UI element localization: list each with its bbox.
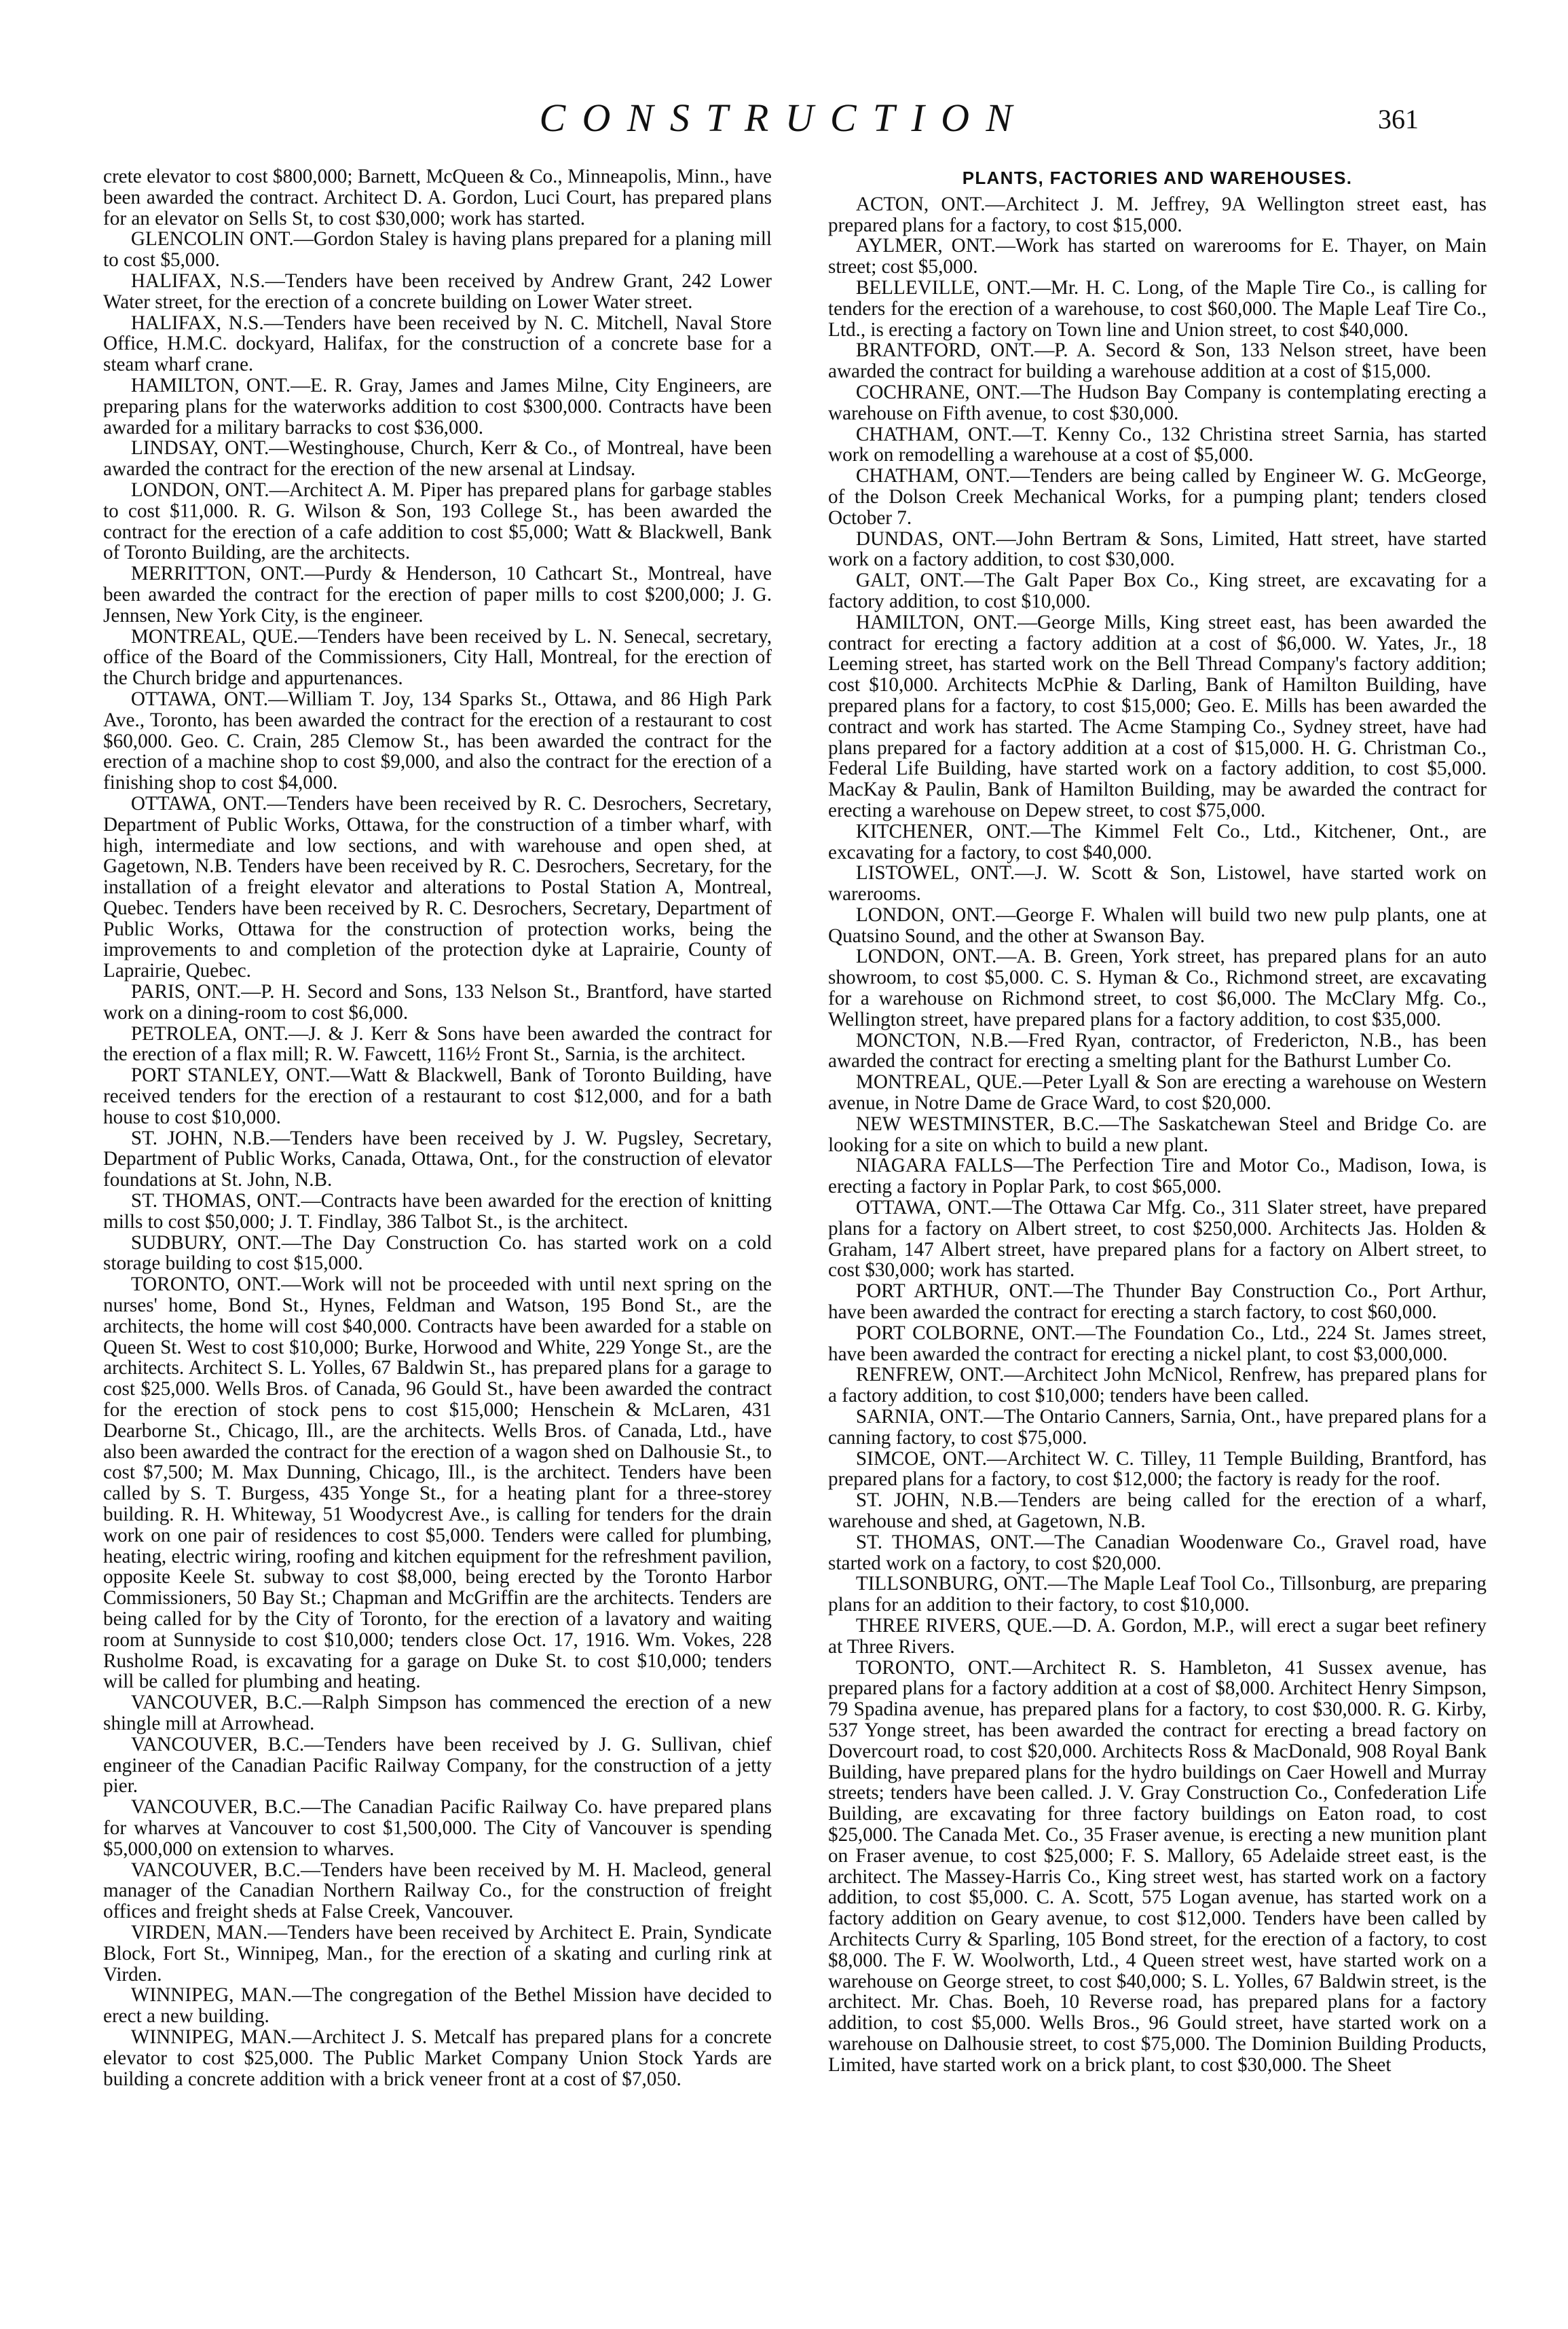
- news-entry: PORT STANLEY, ONT.—Watt & Blackwell, Bank of Toronto Building, have received tenders for the erection of a restaurant to cost $12,000, and for a bath house to cost $10,000.: [103, 1064, 772, 1128]
- news-entry: PORT COLBORNE, ONT.—The Foundation Co., Ltd., 224 St. James street, have been awarded the contract for erecting a nickel plant, to cost $3,000,000.: [828, 1322, 1487, 1365]
- news-entry: BRANTFORD, ONT.—P. A. Secord & Son, 133 Nelson street, have been awarded the contract for building a warehouse addition at a cost of $15,000.: [828, 339, 1487, 383]
- news-entry: RENFREW, ONT.—Architect John McNicol, Renfrew, has prepared plans for a factory addition, to cost $10,000; tenders have been called.: [828, 1364, 1487, 1407]
- news-entry: VIRDEN, MAN.—Tenders have been received by Architect E. Prain, Syndicate Block, Fort St., Winnipeg, Man., for the erection of a skating and curling rink at Virden.: [103, 1921, 772, 1986]
- news-entry: NEW WESTMINSTER, B.C.—The Saskatchewan Steel and Bridge Co. are looking for a site on which to build a new plant.: [828, 1113, 1487, 1156]
- news-entry: CHATHAM, ONT.—Tenders are being called by Engineer W. G. McGeorge, of the Dolson Creek Mechanical Works, for a pumping plant; tenders closed October 7.: [828, 465, 1487, 529]
- right-column: [828, 166, 1487, 2305]
- news-entry: WINNIPEG, MAN.—Architect J. S. Metcalf has prepared plans for a concrete elevator to cost $25,000. The Public Market Company Union Stock Yards are building a concrete addition with a brick veneer front at a cost of $7,050.: [103, 2026, 772, 2090]
- news-entry: OTTAWA, ONT.—The Ottawa Car Mfg. Co., 311 Slater street, have prepared plans for a factory on Albert street, to cost $250,000. Architects Jas. Holden & Graham, 147 Albert street, have prepared plans for a factory on Albert street, to cost $30,000; work has started.: [828, 1197, 1487, 1282]
- news-entry: LONDON, ONT.—George F. Whalen will build two new pulp plants, one at Quatsino Sound, and the other at Swanson Bay.: [828, 903, 1487, 947]
- news-entry: LONDON, ONT.—Architect A. M. Piper has prepared plans for garbage stables to cost $11,000. R. G. Wilson & Son, 193 College St., has been awarded the contract for the erection of a cafe addition to cost $5,000; Watt & Blackwell, Bank of Toronto Building, are the architects.: [103, 479, 772, 564]
- news-entry: ACTON, ONT.—Architect J. M. Jeffrey, 9A Wellington street east, has prepared plans for a factory, to cost $15,000.: [828, 193, 1487, 236]
- news-entry: BELLEVILLE, ONT.—Mr. H. C. Long, of the Maple Tire Co., is calling for tenders for the erection of a warehouse, to cost $60,000. The Maple Leaf Tire Co., Ltd., is erecting a factory on Town line and Union street, to cost $40,000.: [828, 276, 1487, 341]
- news-entry: THREE RIVERS, QUE.—D. A. Gordon, M.P., will erect a sugar beet refinery at Three Rivers.: [828, 1614, 1487, 1658]
- news-entry: NIAGARA FALLS—The Perfection Tire and Motor Co., Madison, Iowa, is erecting a factory in Poplar Park, to cost $65,000.: [828, 1155, 1487, 1198]
- news-entry: SUDBURY, ONT.—The Day Construction Co. has started work on a cold storage building to cost $15,000.: [103, 1231, 772, 1275]
- news-entry: AYLMER, ONT.—Work has started on warerooms for E. Thayer, on Main street; cost $5,000.: [828, 235, 1487, 278]
- news-entry: PARIS, ONT.—P. H. Secord and Sons, 133 Nelson St., Brantford, have started work on a dining-room to cost $6,000.: [103, 981, 772, 1024]
- news-entry: DUNDAS, ONT.—John Bertram & Sons, Limited, Hatt street, have started work on a factory addition, to cost $30,000.: [828, 527, 1487, 571]
- news-entry: KITCHENER, ONT.—The Kimmel Felt Co., Ltd., Kitchener, Ont., are excavating for a factory, to cost $40,000.: [828, 820, 1487, 863]
- news-entry: TILLSONBURG, ONT.—The Maple Leaf Tool Co., Tillsonburg, are preparing plans for an addition to their factory, to cost $10,000.: [828, 1573, 1487, 1616]
- news-entry: HALIFAX, N.S.—Tenders have been received by N. C. Mitchell, Naval Store Office, H.M.C. dockyard, Halifax, for the construction of a concrete base for a steam wharf crane.: [103, 312, 772, 376]
- news-entry: MONCTON, N.B.—Fred Ryan, contractor, of Fredericton, N.B., has been awarded the contract for erecting a smelting plant for the Bathurst Lumber Co.: [828, 1029, 1487, 1073]
- news-entry: HAMILTON, ONT.—E. R. Gray, James and James Milne, City Engineers, are preparing plans for the waterworks addition to cost $300,000. Contracts have been awarded for a military barracks to cost $36,000.: [103, 374, 772, 439]
- news-entry: LISTOWEL, ONT.—J. W. Scott & Son, Listowel, have started work on warerooms.: [828, 862, 1487, 906]
- news-entry: GALT, ONT.—The Galt Paper Box Co., King street, are excavating for a factory addition, to cost $10,000.: [828, 570, 1487, 612]
- news-entry: MONTREAL, QUE.—Tenders have been received by L. N. Senecal, secretary, office of the Board of the Commissioners, City Hall, Montreal, for the erection of the Church bridge and appurtenances.: [103, 625, 772, 690]
- news-entry: VANCOUVER, B.C.—Tenders have been received by J. G. Sullivan, chief engineer of the Canadian Pacific Railway Company, for the construction of a jetty pier.: [103, 1733, 772, 1797]
- page-number: 361: [1378, 104, 1419, 134]
- news-entry: ST. JOHN, N.B.—Tenders are being called for the erection of a wharf, warehouse and shed, at Gagetown, N.B.: [828, 1489, 1487, 1532]
- news-entry: CHATHAM, ONT.—T. Kenny Co., 132 Christina street Sarnia, has started work on remodelling a warehouse at a cost of $5,000.: [828, 423, 1487, 466]
- news-entry: LONDON, ONT.—A. B. Green, York street, has prepared plans for an auto showroom, to cost $5,000. C. S. Hyman & Co., Richmond street, are excavating for a warehouse on Richmond street, to cost $6,000. The McClary Mfg. Co., Wellington street, have prepared plans for a factory addition, to cost $35,000.: [828, 946, 1487, 1030]
- news-entry: VANCOUVER, B.C.—Tenders have been received by M. H. Macleod, general manager of the Canadian Northern Railway Co., for the construction of freight offices and freight sheds at False Creek, Vancouver.: [103, 1859, 772, 1923]
- running-title: CONSTRUCTION: [539, 96, 1029, 140]
- news-entry: PORT ARTHUR, ONT.—The Thunder Bay Construction Co., Port Arthur, have been awarded the contract for erecting a starch factory, to cost $60,000.: [828, 1280, 1487, 1324]
- news-entry: crete elevator to cost $800,000; Barnett, McQueen & Co., Minneapolis, Minn., have been awarded the contract. Architect D. A. Gordon, Luci Court, has prepared plans for an elevator on Sells St, to cost $30,000; work has started.: [103, 166, 772, 229]
- news-entry: HALIFAX, N.S.—Tenders have been received by Andrew Grant, 242 Lower Water street, for the erection of a concrete building on Lower Water street.: [103, 269, 772, 313]
- news-entry: HAMILTON, ONT.—George Mills, King street east, has been awarded the contract for erecting a factory addition at a cost of $6,000. W. Yates, Jr., 18 Leeming street, has started work on the Bell Thread Company's factory addition; cost $10,000. Architects McPhie & Darling, Bank of Hamilton Building, have prepared plans for a factory, to cost $15,000; Geo. E. Mills has been awarded the contract and work has started. The Acme Stamping Co., Sydney street, have had plans prepared for a factory addition at a cost of $15,000. H. G. Christman Co., Federal Life Building, have started work on a factory addition, to cost $5,000. MacKay & Paulin, Bank of Hamilton Building, may be awarded the contract for erecting a warehouse on Depew street, to cost $75,000.: [828, 611, 1487, 821]
- news-entry: SIMCOE, ONT.—Architect W. C. Tilley, 11 Temple Building, Brantford, has prepared plans for a factory, to cost $12,000; the factory is ready for the roof.: [828, 1447, 1487, 1491]
- news-entry: MERRITTON, ONT.—Purdy & Henderson, 10 Cathcart St., Montreal, have been awarded the contract for the erection of paper mills to cost $200,000; J. G. Jennsen, New York City, is the engineer.: [103, 563, 772, 627]
- news-entry: OTTAWA, ONT.—William T. Joy, 134 Sparks St., Ottawa, and 86 High Park Ave., Toronto, has been awarded the contract for the erection of a restaurant to cost $60,000. Geo. C. Crain, 285 Clemow St., has been awarded the contract for the erection of a machine shop to cost $9,000, and also the contract for the erection of a finishing shop to cost $4,000.: [103, 688, 772, 794]
- news-entry: WINNIPEG, MAN.—The congregation of the Bethel Mission have decided to erect a new building.: [103, 1984, 772, 2028]
- news-entry: SARNIA, ONT.—The Ontario Canners, Sarnia, Ont., have prepared plans for a canning factory, to cost $75,000.: [828, 1406, 1487, 1449]
- news-entry: ST. JOHN, N.B.—Tenders have been received by J. W. Pugsley, Secretary, Department of Public Works, Canada, Ottawa, Ont., for the construction of elevator foundations at St. John, N.B.: [103, 1127, 772, 1191]
- news-entry: TORONTO, ONT.—Architect R. S. Hambleton, 41 Sussex avenue, has prepared plans for a factory addition at a cost of $8,000. Architect Henry Simpson, 79 Spadina avenue, has prepared plans for a factory, to cost $30,000. R. G. Kirby, 537 Yonge street, has been awarded the contract for erecting a bread factory on Dovercourt road, to cost $20,000. Architects Ross & MacDonald, 908 Royal Bank Building, have prepared plans for the hydro buildings on Caer Howell and Murray streets; tenders have been called. J. V. Gray Construction Co., Confederation Life Building, are excavating for three factory buildings on Eaton road, to cost $25,000. The Canada Met. Co., 35 Fraser avenue, is erecting a new munition plant on Fraser avenue, to cost $25,000; F. S. Mallory, 65 Adelaide street east, is the architect. The Massey-Harris Co., King street west, has started work on a factory addition, to cost $5,000. C. A. Scott, 575 Logan avenue, has started work on a factory addition on Geary avenue, to cost $12,000. Tenders have been called by Architects Curry & Sparling, 105 Bond street, for the erection of a factory, to cost $8,000. The F. W. Woolworth, Ltd., 4 Queen street west, have started work on a warehouse on George street, to cost $40,000; S. L. Yolles, 67 Baldwin street, is the architect. Mr. Chas. Boeh, 10 Reverse road, has prepared plans for a factory addition, to cost $5,000. Wells Bros., 96 Gould street, have started work on a warehouse on Dalhousie street, to cost $75,000. The Dominion Building Products, Limited, have started work on a brick plant, to cost $30,000. The Sheet: [828, 1656, 1487, 2076]
- news-entry: VANCOUVER, B.C.—The Canadian Pacific Railway Co. have prepared plans for wharves at Vancouver to cost $1,500,000. The City of Vancouver is spending $5,000,000 on extension to wharves.: [103, 1796, 772, 1860]
- news-entry: LINDSAY, ONT.—Westinghouse, Church, Kerr & Co., of Montreal, have been awarded the contract for the erection of the new arsenal at Lindsay.: [103, 437, 772, 481]
- news-entry: ST. THOMAS, ONT.—Contracts have been awarded for the erection of knitting mills to cost $50,000; J. T. Findlay, 386 Talbot St., is the architect.: [103, 1190, 772, 1233]
- news-entry: ST. THOMAS, ONT.—The Canadian Woodenware Co., Gravel road, have started work on a factory, to cost $20,000.: [828, 1531, 1487, 1574]
- news-entry: GLENCOLIN ONT.—Gordon Staley is having plans prepared for a planing mill to cost $5,000.: [103, 228, 772, 272]
- section-heading: PLANTS, FACTORIES AND WAREHOUSES.: [962, 168, 1353, 188]
- news-entry: PETROLEA, ONT.—J. & J. Kerr & Sons have been awarded the contract for the erection of a flax mill; R. W. Fawcett, 116½ Front St., Sarnia, is the architect.: [103, 1022, 772, 1066]
- left-column: [103, 166, 772, 2305]
- page-header: [0, 80, 1568, 155]
- news-entry: OTTAWA, ONT.—Tenders have been received by R. C. Desrochers, Secretary, Department of Public Works, Ottawa, for the construction of a timber wharf, with high, intermediate and low sections, and with warehouse and open shed, at Gagetown, N.B. Tenders have been received by R. C. Desrochers, Secretary, for the installation of a freight elevator and alterations to Postal Station A, Montreal, Quebec. Tenders have been received by R. C. Desrochers, Secretary, Department of Public Works, Ottawa for the construction of protection works, being the improvements to and completion of the protection dyke at Laprairie, County of Laprairie, Quebec.: [103, 792, 772, 982]
- news-entry: MONTREAL, QUE.—Peter Lyall & Son are erecting a warehouse on Western avenue, in Notre Dame de Grace Ward, to cost $20,000.: [828, 1071, 1487, 1115]
- news-entry: COCHRANE, ONT.—The Hudson Bay Company is contemplating erecting a warehouse on Fifth avenue, to cost $30,000.: [828, 381, 1487, 424]
- news-entry: TORONTO, ONT.—Work will not be proceeded with until next spring on the nurses' home, Bond St., Hynes, Feldman and Watson, 195 Bond St., are the architects, the home will cost $40,000. Contracts have been awarded for a stable on Queen St. West to cost $10,000; Burke, Horwood and White, 229 Yonge St., are the architects. Architect S. L. Yolles, 67 Baldwin St., has prepared plans for a garage to cost $25,000. Wells Bros. of Canada, 96 Gould St., have been awarded the contract for the erection of stock pens to cost $15,000; Henschein & McLaren, 431 Dearborne St., Chicago, Ill., are the architects. Wells Bros. of Canada, Ltd., have also been awarded the contract for the erection of a wagon shed on Dalhousie St., to cost $7,500; M. Max Dunning, Chicago, Ill., is the architect. Tenders have been called by S. T. Burgess, 435 Yonge St., for a heating plant for a three-storey building. R. H. Whiteway, 51 Woodycrest Ave., is calling for tenders for the drain work on one pair of residences to cost $5,000. Tenders were called for plumbing, heating, electric wiring, roofing and kitchen equipment for the refreshment pavilion, opposite Keele St. subway to cost $8,000, being erected by the Toronto Harbor Commissioners, 50 Bay St.; Chapman and McGriffin are the architects. Tenders are being called for by the City of Toronto, for the erection of a lavatory and waiting room at Sunnyside to cost $10,000; tenders close Oct. 17, 1916. Wm. Vokes, 228 Rusholme Road, is excavating for a garage on Duke St. to cost $10,000; tenders will be called for plumbing and heating.: [103, 1273, 772, 1693]
- right-column-entries: [828, 194, 1487, 2076]
- news-entry: VANCOUVER, B.C.—Ralph Simpson has commenced the erection of a new shingle mill at Arrowhead.: [103, 1692, 772, 1734]
